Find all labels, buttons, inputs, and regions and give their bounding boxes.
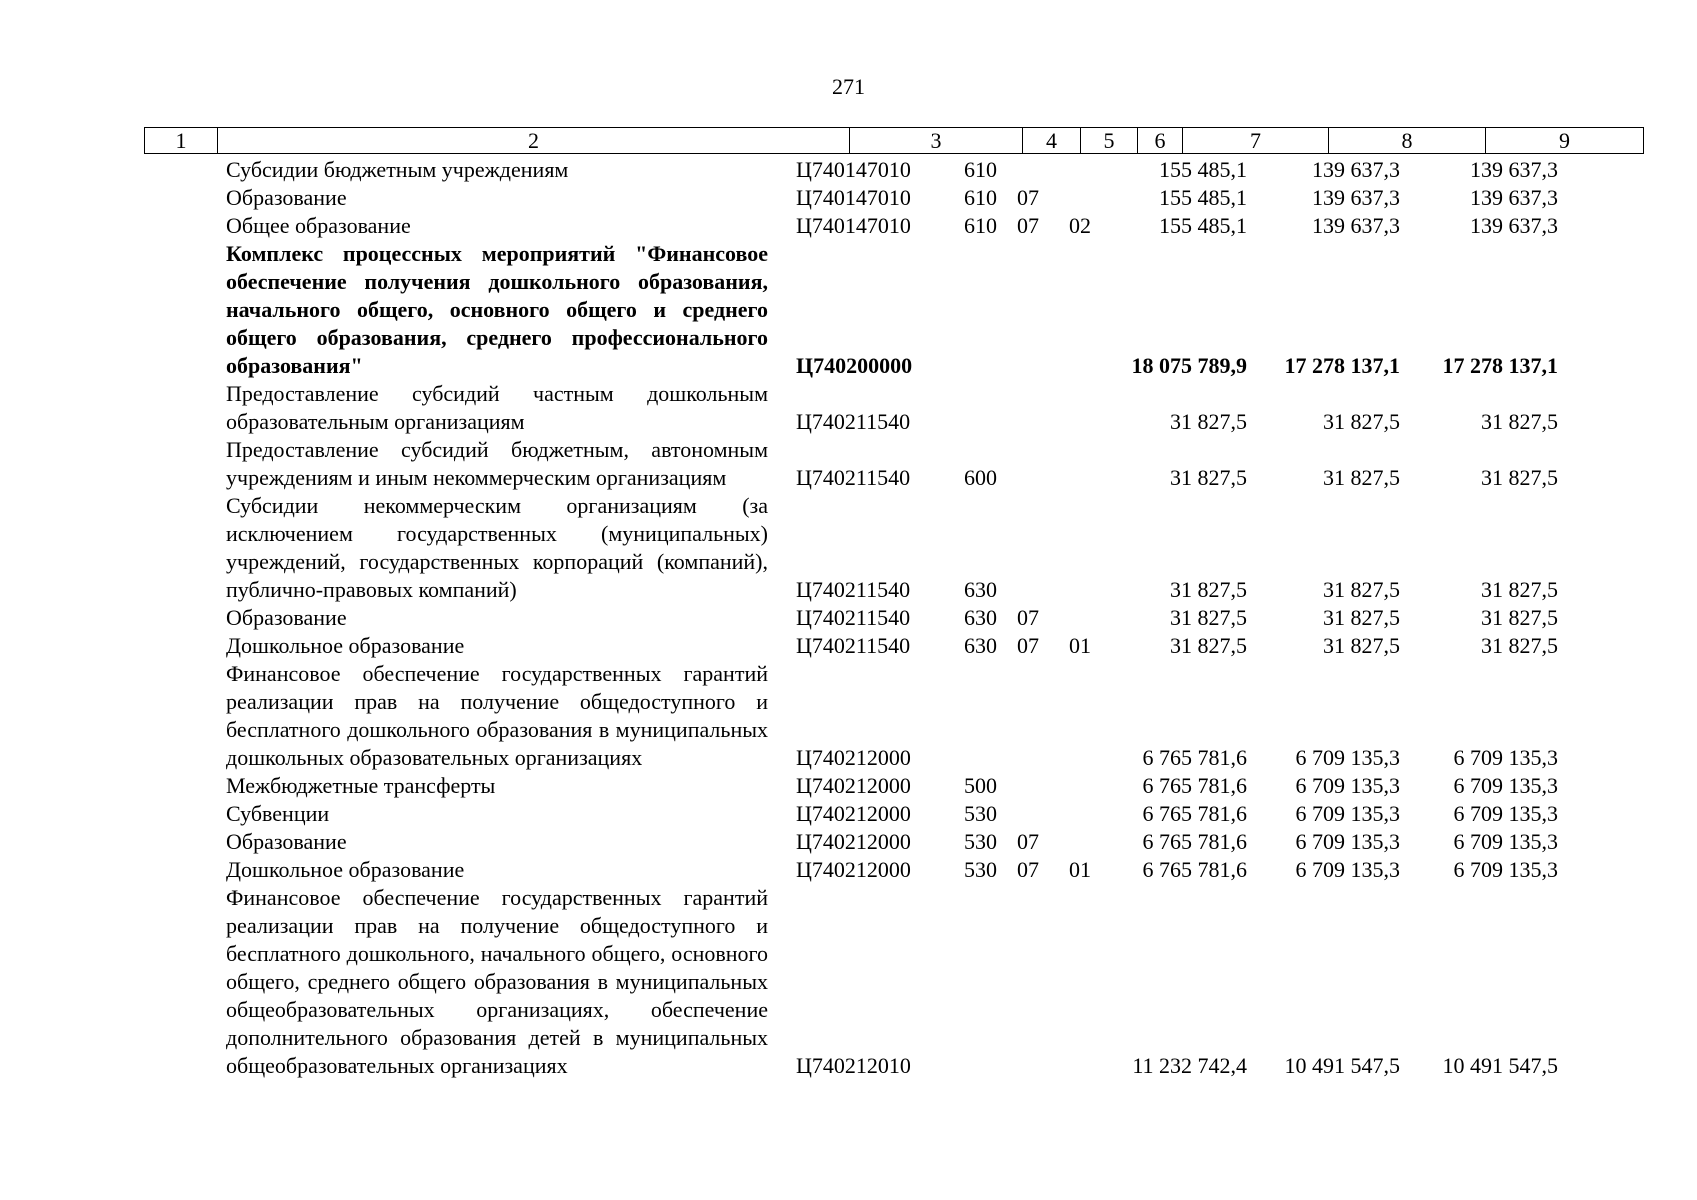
row-code: Ц740212000 bbox=[796, 801, 911, 826]
row-col-4: 530 bbox=[964, 857, 997, 882]
row-code: Ц740147010 bbox=[796, 213, 911, 238]
row-code: Ц740147010 bbox=[796, 185, 911, 210]
row-code: Ц740212000 bbox=[796, 829, 911, 854]
table-row bbox=[144, 604, 1644, 632]
row-value-8: 31 827,5 bbox=[1323, 605, 1400, 630]
row-value-9: 31 827,5 bbox=[1481, 605, 1558, 630]
table-row bbox=[144, 828, 1644, 856]
row-col-6: 01 bbox=[1069, 633, 1091, 658]
row-col-4: 610 bbox=[964, 157, 997, 182]
row-value-7: 6 765 781,6 bbox=[1142, 829, 1247, 854]
row-name: Образование bbox=[226, 185, 347, 210]
row-value-9: 31 827,5 bbox=[1481, 577, 1558, 602]
row-name: Межбюджетные трансферты bbox=[226, 773, 496, 798]
row-value-9: 6 709 135,3 bbox=[1453, 745, 1558, 770]
header-col-1: 1 bbox=[175, 128, 187, 153]
row-value-7: 31 827,5 bbox=[1170, 465, 1247, 490]
row-value-9: 31 827,5 bbox=[1481, 409, 1558, 434]
row-code: Ц740212010 bbox=[796, 1053, 911, 1078]
row-value-9: 31 827,5 bbox=[1481, 465, 1558, 490]
table-row bbox=[144, 240, 1644, 380]
table-row bbox=[144, 436, 1644, 492]
row-value-8: 31 827,5 bbox=[1323, 409, 1400, 434]
row-code: Ц740212000 bbox=[796, 745, 911, 770]
row-name: Комплекс процессных мероприятий "Финансовое обеспечение получения дошкольного образования, начального общего, основного общего и среднего общего образования, среднего профессионального образования" bbox=[226, 241, 768, 378]
row-col-4: 500 bbox=[964, 773, 997, 798]
row-col-5: 07 bbox=[1017, 829, 1039, 854]
row-value-8: 139 637,3 bbox=[1312, 185, 1400, 210]
table-header bbox=[144, 127, 1644, 154]
row-value-8: 31 827,5 bbox=[1323, 465, 1400, 490]
table-row bbox=[144, 772, 1644, 800]
row-value-9: 6 709 135,3 bbox=[1453, 773, 1558, 798]
row-value-7: 155 485,1 bbox=[1159, 185, 1247, 210]
row-value-9: 17 278 137,1 bbox=[1442, 353, 1558, 378]
header-col-3: 3 bbox=[849, 128, 1022, 153]
row-name: Предоставление субсидий частным дошкольным образовательным организациям bbox=[226, 381, 768, 434]
row-name: Финансовое обеспечение государственных гарантий реализации прав на получение общедоступного и бесплатного дошкольного, начального общего, основного общего, среднего общего образования в муниципальных общеобразовательных организациях, обеспечение дополнительного образования детей в муниципальных общеобразовательных организациях bbox=[226, 885, 768, 1078]
row-value-8: 6 709 135,3 bbox=[1295, 773, 1400, 798]
row-value-7: 6 765 781,6 bbox=[1142, 857, 1247, 882]
row-value-7: 31 827,5 bbox=[1170, 605, 1247, 630]
table-row bbox=[144, 492, 1644, 604]
row-col-4: 610 bbox=[964, 185, 997, 210]
table-row bbox=[144, 212, 1644, 240]
row-col-5: 07 bbox=[1017, 185, 1039, 210]
table-row bbox=[144, 884, 1644, 1080]
row-value-7: 6 765 781,6 bbox=[1142, 801, 1247, 826]
header-col-6: 6 bbox=[1137, 128, 1182, 153]
table-row bbox=[144, 156, 1644, 184]
row-col-4: 600 bbox=[964, 465, 997, 490]
row-col-5: 07 bbox=[1017, 213, 1039, 238]
header-col-8: 8 bbox=[1328, 128, 1485, 153]
row-code: Ц740211540 bbox=[796, 633, 911, 658]
table-row bbox=[144, 800, 1644, 828]
row-value-7: 155 485,1 bbox=[1159, 157, 1247, 182]
row-code: Ц740211540 bbox=[796, 465, 911, 490]
row-name: Субсидии бюджетным учреждениям bbox=[226, 157, 569, 182]
header-col-4: 4 bbox=[1022, 128, 1080, 153]
row-value-8: 31 827,5 bbox=[1323, 633, 1400, 658]
row-name: Общее образование bbox=[226, 213, 411, 238]
row-value-7: 6 765 781,6 bbox=[1142, 773, 1247, 798]
row-col-5: 07 bbox=[1017, 633, 1039, 658]
row-col-4: 530 bbox=[964, 801, 997, 826]
row-name: Образование bbox=[226, 605, 347, 630]
row-col-6: 01 bbox=[1069, 857, 1091, 882]
row-value-9: 6 709 135,3 bbox=[1453, 857, 1558, 882]
row-name: Дошкольное образование bbox=[226, 857, 465, 882]
page-number: 271 bbox=[832, 74, 865, 99]
row-col-4: 530 bbox=[964, 829, 997, 854]
row-value-9: 139 637,3 bbox=[1470, 157, 1558, 182]
row-value-8: 6 709 135,3 bbox=[1295, 857, 1400, 882]
row-col-4: 630 bbox=[964, 577, 997, 602]
row-col-6: 02 bbox=[1069, 213, 1091, 238]
row-value-7: 11 232 742,4 bbox=[1132, 1053, 1247, 1078]
row-col-5: 07 bbox=[1017, 605, 1039, 630]
row-col-4: 630 bbox=[964, 633, 997, 658]
row-code: Ц740211540 bbox=[796, 605, 911, 630]
row-value-8: 139 637,3 bbox=[1312, 157, 1400, 182]
row-code: Ц740212000 bbox=[796, 773, 911, 798]
row-code: Ц740211540 bbox=[796, 577, 911, 602]
row-value-8: 10 491 547,5 bbox=[1284, 1053, 1400, 1078]
table-row bbox=[144, 632, 1644, 660]
row-value-9: 31 827,5 bbox=[1481, 633, 1558, 658]
row-name: Образование bbox=[226, 829, 347, 854]
table-row bbox=[144, 856, 1644, 884]
row-name: Финансовое обеспечение государственных гарантий реализации прав на получение общедоступного и бесплатного дошкольного образования в муниципальных дошкольных образовательных организациях bbox=[226, 661, 768, 770]
row-col-4: 630 bbox=[964, 605, 997, 630]
row-col-4: 610 bbox=[964, 213, 997, 238]
row-name: Предоставление субсидий бюджетным, автономным учреждениям и иным некоммерческим организациям bbox=[226, 437, 768, 490]
row-value-8: 139 637,3 bbox=[1312, 213, 1400, 238]
table-body bbox=[144, 156, 1644, 1080]
row-col-5: 07 bbox=[1017, 857, 1039, 882]
row-name: Субвенции bbox=[226, 801, 330, 826]
row-value-8: 17 278 137,1 bbox=[1284, 353, 1400, 378]
row-value-8: 6 709 135,3 bbox=[1295, 745, 1400, 770]
header-col-2: 2 bbox=[217, 128, 849, 153]
row-value-7: 155 485,1 bbox=[1159, 213, 1247, 238]
header-col-9: 9 bbox=[1485, 128, 1643, 153]
row-value-8: 6 709 135,3 bbox=[1295, 801, 1400, 826]
row-value-8: 6 709 135,3 bbox=[1295, 829, 1400, 854]
header-col-7: 7 bbox=[1182, 128, 1328, 153]
row-value-7: 18 075 789,9 bbox=[1131, 353, 1247, 378]
row-name: Субсидии некоммерческим организациям (за исключением государственных (муниципальных) учреждений, государственных корпораций (компаний), публично-правовых компаний) bbox=[226, 493, 768, 602]
row-value-9: 6 709 135,3 bbox=[1453, 801, 1558, 826]
row-value-7: 31 827,5 bbox=[1170, 633, 1247, 658]
row-value-9: 10 491 547,5 bbox=[1442, 1053, 1558, 1078]
row-value-7: 6 765 781,6 bbox=[1142, 745, 1247, 770]
row-value-7: 31 827,5 bbox=[1170, 577, 1247, 602]
row-name: Дошкольное образование bbox=[226, 633, 465, 658]
row-code: Ц740200000 bbox=[796, 353, 913, 378]
table-row bbox=[144, 660, 1644, 772]
table-row bbox=[144, 184, 1644, 212]
row-code: Ц740211540 bbox=[796, 409, 911, 434]
row-code: Ц740147010 bbox=[796, 157, 911, 182]
row-value-8: 31 827,5 bbox=[1323, 577, 1400, 602]
row-value-9: 139 637,3 bbox=[1470, 185, 1558, 210]
header-col-5: 5 bbox=[1080, 128, 1137, 153]
table-row bbox=[144, 380, 1644, 436]
row-value-9: 6 709 135,3 bbox=[1453, 829, 1558, 854]
row-code: Ц740212000 bbox=[796, 857, 911, 882]
row-value-9: 139 637,3 bbox=[1470, 213, 1558, 238]
row-value-7: 31 827,5 bbox=[1170, 409, 1247, 434]
